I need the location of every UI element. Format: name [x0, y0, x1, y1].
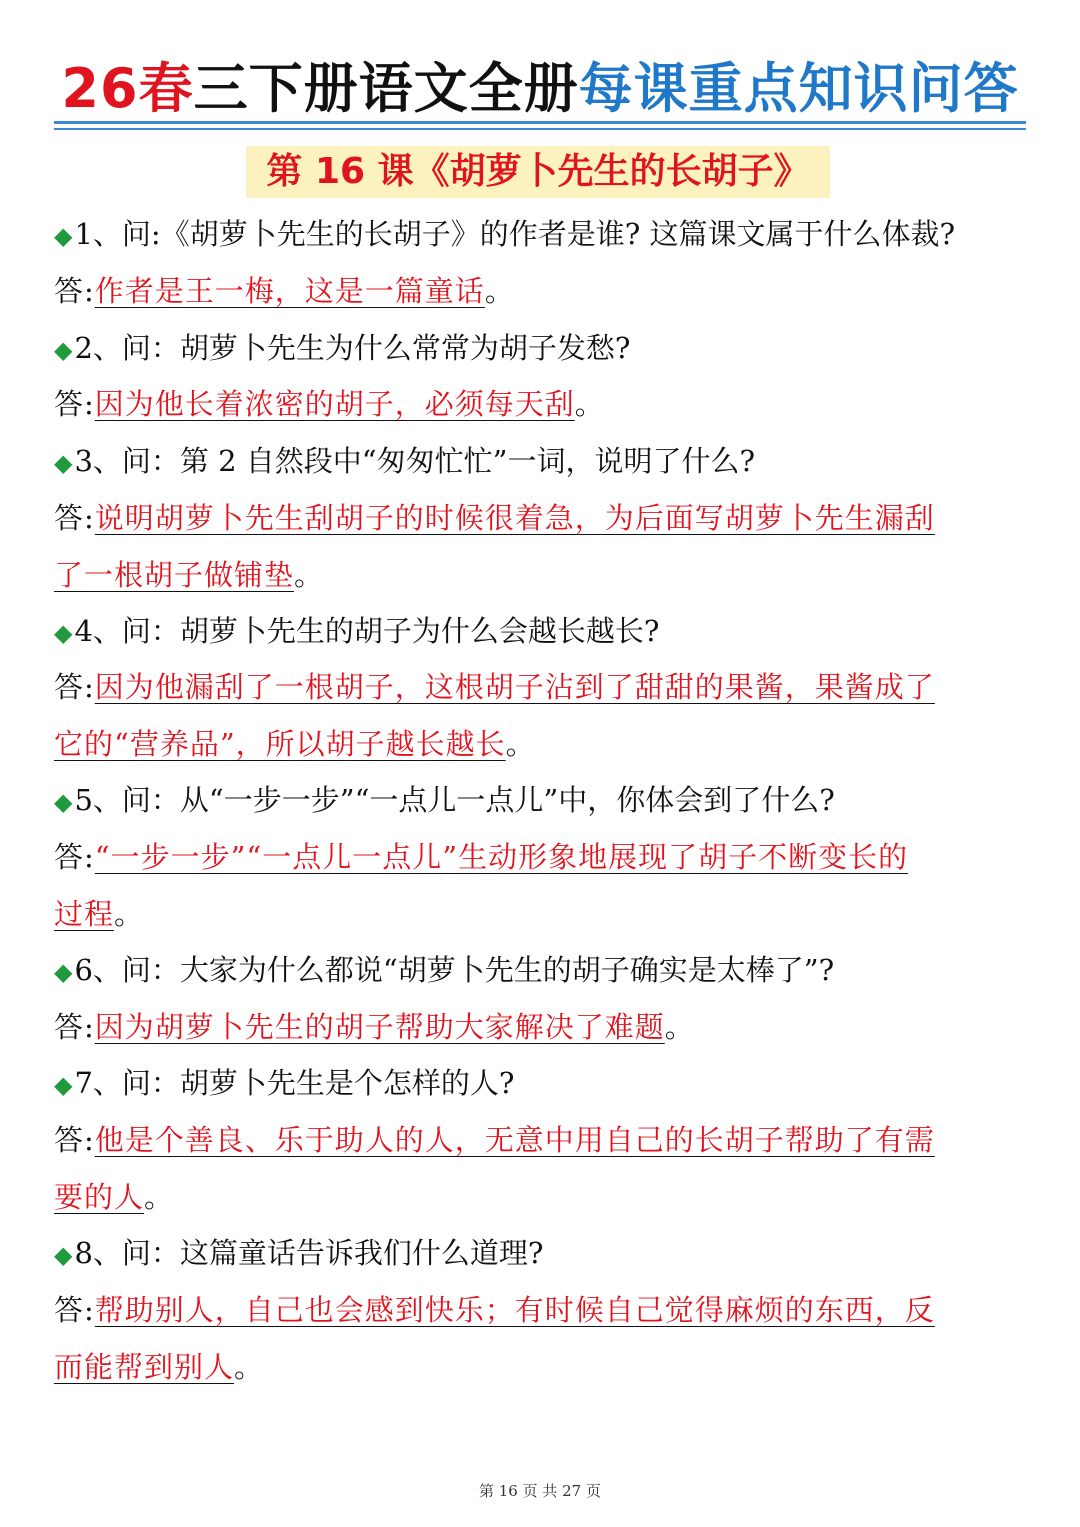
answer-punctuation: 。: [114, 897, 145, 931]
answer-label: 答:: [54, 670, 95, 704]
answer-punctuation: 。: [505, 727, 536, 761]
answer-label: 答:: [54, 1123, 95, 1157]
answer-line: [54, 547, 1034, 604]
diamond-bullet-icon: ◆: [54, 449, 73, 477]
answer-punctuation: 。: [664, 1010, 695, 1044]
question-line: [54, 320, 1034, 377]
question-line: [54, 772, 1034, 829]
answer-text: 过程: [54, 897, 115, 931]
answer-punctuation: 。: [144, 1180, 175, 1214]
answer-line: [54, 490, 1034, 547]
answer-label: 答:: [54, 501, 95, 535]
answer-line: [54, 1112, 1034, 1169]
answer-line: [54, 1339, 1034, 1396]
title-part-topic: 每课重点知识问答: [578, 57, 1019, 120]
answer-text: 说明胡萝卜先生刮胡子的时候很着急，为后面写胡萝卜先生漏刮: [94, 501, 935, 535]
answer-line: [54, 659, 1034, 716]
question-text: 4、问：胡萝卜先生的胡子为什么会越长越长?: [74, 614, 660, 648]
answer-text: 作者是王一梅，这是一篇童话: [94, 274, 485, 308]
answer-label: 答:: [54, 1010, 95, 1044]
question-line: [54, 206, 1034, 263]
question-text: 5、问：从“一步一步”“一点儿一点儿”中，你体会到了什么?: [74, 783, 835, 817]
question-text: 7、问：胡萝卜先生是个怎样的人?: [74, 1066, 515, 1100]
diamond-bullet-icon: ◆: [54, 222, 73, 250]
question-line: [54, 433, 1034, 490]
question-text: 1、问:《胡萝卜先生的长胡子》的作者是谁? 这篇课文属于什么体裁?: [74, 217, 956, 251]
answer-line: [54, 1169, 1034, 1226]
question-text: 6、问：大家为什么都说“胡萝卜先生的胡子确实是太棒了”?: [74, 953, 835, 987]
answer-punctuation: 。: [294, 558, 325, 592]
answer-punctuation: 。: [484, 274, 515, 308]
answer-line: [54, 886, 1034, 943]
diamond-bullet-icon: ◆: [54, 958, 73, 986]
answer-line: [54, 829, 1034, 886]
answer-punctuation: 。: [574, 387, 605, 421]
answer-label: 答:: [54, 1293, 95, 1327]
answer-label: 答:: [54, 387, 95, 421]
diamond-bullet-icon: ◆: [54, 788, 73, 816]
answer-line: [54, 376, 1034, 433]
title-part-year: 26春: [61, 57, 194, 120]
question-line: [54, 942, 1034, 999]
answer-line: [54, 716, 1034, 773]
answer-text: 因为胡萝卜先生的胡子帮助大家解决了难题: [94, 1010, 665, 1044]
lesson-title: 第 16 课《胡萝卜先生的长胡子》: [246, 146, 830, 198]
answer-text: 因为他漏刮了一根胡子，这根胡子沾到了甜甜的果酱，果酱成了: [94, 670, 935, 704]
answer-label: 答:: [54, 274, 95, 308]
question-text: 3、问：第 2 自然段中“匆匆忙忙”一词，说明了什么?: [74, 444, 756, 478]
question-line: [54, 1225, 1034, 1282]
diamond-bullet-icon: ◆: [54, 619, 73, 647]
question-line: [54, 1055, 1034, 1112]
answer-text: 它的“营养品”，所以胡子越长越长: [54, 727, 506, 761]
answer-text: 帮助别人，自己也会感到快乐；有时候自己觉得麻烦的东西，反: [94, 1293, 935, 1327]
answer-line: [54, 999, 1034, 1056]
answer-label: 答:: [54, 840, 95, 874]
diamond-bullet-icon: ◆: [54, 336, 73, 364]
question-text: 8、问：这篇童话告诉我们什么道理?: [74, 1236, 544, 1270]
answer-text: 他是个善良、乐于助人的人，无意中用自己的长胡子帮助了有需: [94, 1123, 935, 1157]
answer-punctuation: 。: [234, 1350, 265, 1384]
answer-text: 要的人: [54, 1180, 145, 1214]
answer-text: 了一根胡子做铺垫: [54, 558, 295, 592]
answer-line: [54, 1282, 1034, 1339]
diamond-bullet-icon: ◆: [54, 1071, 73, 1099]
answer-text: 而能帮到别人: [54, 1350, 235, 1384]
answer-text: “一步一步”“一点儿一点儿”生动形象地展现了胡子不断变长的: [94, 840, 909, 874]
answer-text: 因为他长着浓密的胡子，必须每天刮: [94, 387, 575, 421]
question-text: 2、问：胡萝卜先生为什么常常为胡子发愁?: [74, 331, 631, 365]
question-line: [54, 603, 1034, 660]
page-number: 第 16 页 共 27 页: [478, 1482, 601, 1500]
diamond-bullet-icon: ◆: [54, 1241, 73, 1269]
answer-line: [54, 263, 1034, 320]
title-part-book: 三下册语文全册: [193, 57, 579, 120]
